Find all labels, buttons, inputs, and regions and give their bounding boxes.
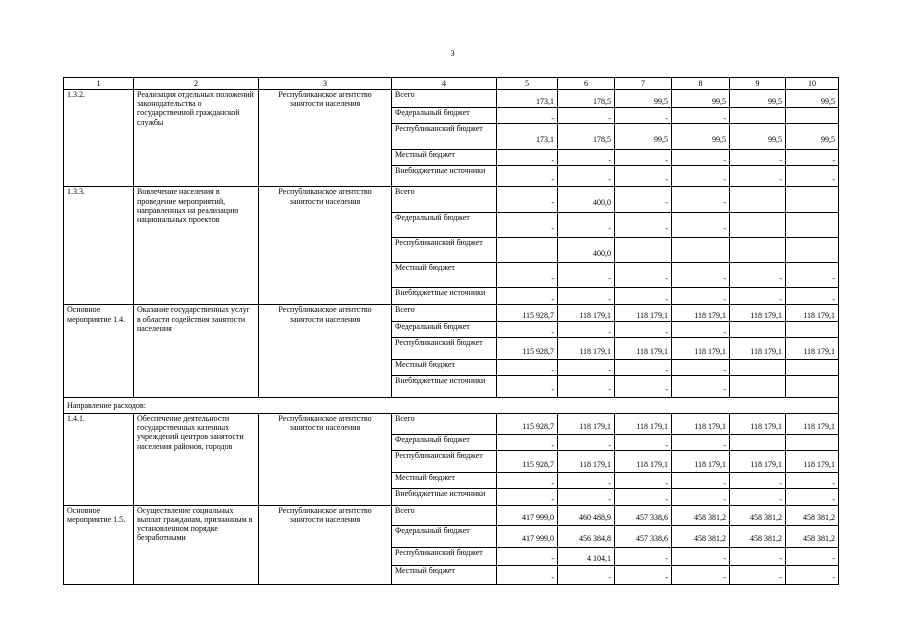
item-agency: Республиканское агентство занятости населения [259,505,392,584]
column-header: 4 [392,78,497,90]
value-cell: - [786,166,839,187]
value-cell: 457 338,6 [615,505,672,525]
value-cell: 458 381,2 [672,505,730,525]
value-cell: 99,5 [615,124,672,150]
item-code: Основное мероприятие 1.5. [64,505,134,584]
value-cell: 118 179,1 [786,337,839,359]
value-cell: - [615,263,672,288]
value-cell: - [615,473,672,489]
funding-source: Федеральный бюджет [392,108,497,124]
funding-source: Всего [392,413,497,434]
value-cell: - [558,359,615,375]
funding-source: Местный бюджет [392,565,497,584]
value-cell: - [672,565,730,584]
value-cell: - [497,359,558,375]
item-agency: Республиканское агентство занятости населения [259,187,392,305]
item-name: Обеспечение деятельности государственных казенных учреждений центров занятости населения районов, городов [134,413,259,505]
value-cell: - [672,187,730,213]
column-header: 8 [672,78,730,90]
value-cell: 458 381,2 [730,525,786,547]
value-cell [786,187,839,213]
value-cell [786,108,839,124]
value-cell: - [672,166,730,187]
value-cell: - [730,547,786,565]
funding-source: Местный бюджет [392,473,497,489]
funding-source: Местный бюджет [392,263,497,288]
funding-source: Республиканский бюджет [392,238,497,263]
value-cell: 458 381,2 [786,505,839,525]
value-cell: 4 104,1 [558,547,615,565]
value-cell: - [497,166,558,187]
funding-source: Внебюджетные источники [392,375,497,397]
value-cell: - [497,108,558,124]
funding-source: Федеральный бюджет [392,525,497,547]
value-cell: - [672,434,730,450]
column-header: 9 [730,78,786,90]
value-cell: 118 179,1 [730,337,786,359]
value-cell: - [615,321,672,337]
funding-source: Всего [392,90,497,108]
value-cell: - [672,213,730,238]
value-cell: - [615,108,672,124]
value-cell: 118 179,1 [615,413,672,434]
value-cell: - [615,489,672,505]
value-cell: 458 381,2 [730,505,786,525]
value-cell: 417 999,0 [497,525,558,547]
value-cell: - [558,321,615,337]
funding-source: Внебюджетные источники [392,288,497,305]
value-cell: - [497,473,558,489]
value-cell: - [672,547,730,565]
value-cell: - [786,565,839,584]
value-cell: - [497,263,558,288]
value-cell: - [672,263,730,288]
value-cell: - [558,213,615,238]
table-row [64,305,839,321]
table-row [64,187,839,213]
item-code: 1.3.2. [64,90,134,187]
value-cell: - [730,489,786,505]
value-cell: - [786,473,839,489]
item-code: Основное мероприятие 1.4. [64,305,134,398]
value-cell: - [672,359,730,375]
value-cell: - [615,375,672,397]
value-cell: 118 179,1 [558,305,615,321]
header-row [64,78,839,90]
value-cell: - [497,375,558,397]
item-agency: Республиканское агентство занятости населения [259,305,392,398]
value-cell: 118 179,1 [786,413,839,434]
value-cell: 118 179,1 [615,337,672,359]
value-cell: 99,5 [730,124,786,150]
value-cell: - [672,375,730,397]
value-cell: 457 338,6 [615,525,672,547]
value-cell: 458 381,2 [672,525,730,547]
value-cell: 173,1 [497,124,558,150]
value-cell: 115 928,7 [497,413,558,434]
value-cell: - [786,547,839,565]
value-cell: 178,5 [558,124,615,150]
value-cell [786,238,839,263]
value-cell: - [497,489,558,505]
value-cell: - [786,489,839,505]
funding-source: Федеральный бюджет [392,434,497,450]
value-cell: 118 179,1 [730,451,786,473]
value-cell [497,238,558,263]
value-cell: - [672,489,730,505]
funding-source: Федеральный бюджет [392,321,497,337]
column-header: 2 [134,78,259,90]
item-name: Вовлечение населения в проведение мероприятий, направленных на реализацию национальных проектов [134,187,259,305]
value-cell: - [786,150,839,166]
value-cell: - [558,375,615,397]
value-cell: - [615,150,672,166]
value-cell [786,375,839,397]
budget-table [63,77,839,585]
value-cell: 118 179,1 [786,451,839,473]
funding-source: Республиканский бюджет [392,451,497,473]
column-header: 6 [558,78,615,90]
value-cell [786,434,839,450]
value-cell [730,375,786,397]
value-cell: 118 179,1 [615,451,672,473]
column-header: 10 [786,78,839,90]
value-cell: 173,1 [497,90,558,108]
value-cell: - [497,288,558,305]
value-cell: - [497,150,558,166]
table-row [64,413,839,434]
funding-source: Федеральный бюджет [392,213,497,238]
value-cell: - [558,288,615,305]
item-name: Оказание государственных услуг в области содействия занятости населения [134,305,259,398]
table-row [64,505,839,525]
value-cell [615,238,672,263]
value-cell: 460 488,9 [558,505,615,525]
value-cell: 118 179,1 [672,413,730,434]
value-cell: 118 179,1 [786,305,839,321]
value-cell: 400,0 [558,238,615,263]
value-cell: 118 179,1 [558,451,615,473]
value-cell: - [786,288,839,305]
value-cell: - [558,263,615,288]
item-code: 1.3.3. [64,187,134,305]
value-cell: - [615,359,672,375]
value-cell: - [672,150,730,166]
value-cell: 118 179,1 [558,337,615,359]
value-cell: 99,5 [786,90,839,108]
column-header: 7 [615,78,672,90]
value-cell: 118 179,1 [730,413,786,434]
value-cell [786,321,839,337]
value-cell: - [558,434,615,450]
value-cell: 99,5 [672,124,730,150]
funding-source: Местный бюджет [392,359,497,375]
value-cell: - [672,321,730,337]
funding-source: Внебюджетные источники [392,166,497,187]
value-cell: 115 928,7 [497,337,558,359]
value-cell: 118 179,1 [672,451,730,473]
value-cell [730,213,786,238]
value-cell [730,238,786,263]
value-cell: 118 179,1 [730,305,786,321]
funding-source: Внебюджетные источники [392,489,497,505]
value-cell: - [730,150,786,166]
value-cell: 417 999,0 [497,505,558,525]
value-cell: - [730,565,786,584]
value-cell [786,359,839,375]
value-cell: - [672,108,730,124]
value-cell: - [615,434,672,450]
value-cell: - [615,213,672,238]
value-cell: - [558,473,615,489]
item-agency: Республиканское агентство занятости населения [259,90,392,187]
item-agency: Республиканское агентство занятости населения [259,413,392,505]
value-cell: 400,0 [558,187,615,213]
funding-source: Республиканский бюджет [392,124,497,150]
value-cell: - [558,166,615,187]
funding-source: Всего [392,305,497,321]
value-cell: - [497,565,558,584]
value-cell: 115 928,7 [497,451,558,473]
funding-source: Всего [392,505,497,525]
value-cell: - [615,187,672,213]
value-cell: - [497,321,558,337]
value-cell: - [558,565,615,584]
value-cell: - [615,565,672,584]
value-cell [730,321,786,337]
value-cell: - [497,187,558,213]
value-cell: - [497,213,558,238]
value-cell [730,108,786,124]
table-row [64,90,839,108]
value-cell: - [730,263,786,288]
value-cell: 118 179,1 [558,413,615,434]
column-header: 3 [259,78,392,90]
value-cell: 115 928,7 [497,305,558,321]
section-title: Направление расходов: [64,397,839,413]
value-cell: - [497,434,558,450]
funding-source: Всего [392,187,497,213]
value-cell: - [615,547,672,565]
value-cell: 99,5 [615,90,672,108]
value-cell [730,187,786,213]
value-cell: - [615,166,672,187]
value-cell: - [497,547,558,565]
funding-source: Республиканский бюджет [392,337,497,359]
value-cell: 99,5 [672,90,730,108]
section-row [64,397,839,413]
page-number: 3 [450,49,455,58]
value-cell: - [730,166,786,187]
value-cell [786,213,839,238]
value-cell: - [730,288,786,305]
value-cell: 118 179,1 [615,305,672,321]
value-cell: 178,5 [558,90,615,108]
value-cell: 118 179,1 [672,305,730,321]
funding-source: Местный бюджет [392,150,497,166]
value-cell: 118 179,1 [672,337,730,359]
value-cell: - [730,473,786,489]
column-header: 5 [497,78,558,90]
value-cell [730,359,786,375]
value-cell: 458 381,2 [786,525,839,547]
value-cell: 99,5 [730,90,786,108]
value-cell: - [672,473,730,489]
value-cell: - [672,288,730,305]
value-cell [730,434,786,450]
item-name: Реализация отдельных положений законодательства о государственной гражданской службы [134,90,259,187]
value-cell: - [786,263,839,288]
value-cell: - [558,108,615,124]
column-header: 1 [64,78,134,90]
value-cell: - [558,150,615,166]
value-cell: 99,5 [786,124,839,150]
value-cell: - [558,489,615,505]
value-cell: - [615,288,672,305]
value-cell [672,238,730,263]
item-code: 1.4.1. [64,413,134,505]
item-name: Осуществление социальных выплат гражданам, признанным в установленном порядке безработными [134,505,259,584]
funding-source: Республиканский бюджет [392,547,497,565]
value-cell: 456 384,8 [558,525,615,547]
